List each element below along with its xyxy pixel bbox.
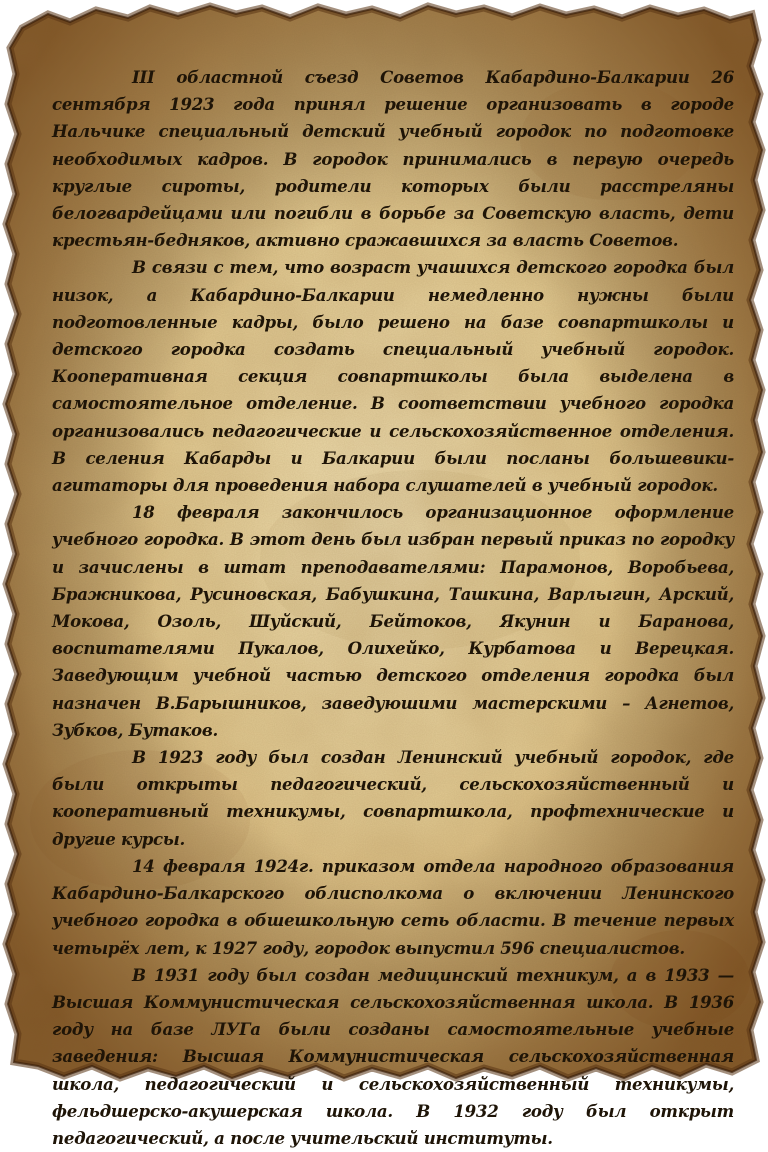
paragraph: В 1923 году был создан Ленинский учебный городок, где были открыты педагогический, сельскохозяйственный и кооперативный техникумы, совпартшкола, профтехнические и другие курсы.	[52, 747, 734, 849]
paragraph: 18 февраля закончилось организационное оформление учебного городка. В этот день был избран первый приказ по городку и зачислены в штат преподавателями: Парамонов, Воробьева, Бражникова, Русиновская, Бабушкина, Ташкина, Варлыгин, Арский, Мокова, Озоль, Шуйский, Бейтоков, Якунин и Баранова, воспитателями Пукалов, Олихейко, Курбатова и Верецкая. Заведующим учебной частью детского отделения городка был назначен В.Барышников, заведуюшими мастерскими – Агнетов, Зубков, Бутаков.	[52, 502, 734, 740]
document-text	[52, 64, 734, 1152]
paragraph: III областной съезд Советов Кабардино-Балкарии 26 сентября 1923 года принял решение организовать в городе Нальчике специальный детский учебный городок по подготовке необходимых кадров. В городок принимались в первую очередь круглые сироты, родители которых были расстреляны белогвардейцами или погибли в борьбе за Советскую власть, дети крестьян-бедняков, активно сражавшихся за власть Советов.	[52, 67, 734, 251]
paragraph: В 1931 году был создан медицинский техникум, а в 1933 — Высшая Коммунистическая сельскохозяйственная школа. В 1936 году на базе ЛУГа были созданы самостоятельные учебные заведения: Высшая Коммунистическая сельскохозяйственная школа, педагогический и сельскохозяйственный техникумы, фельдшерско-акушерская школа. В 1932 году был открыт педагогический, а после учительский институты.	[52, 964, 734, 1148]
paragraph: 14 февраля 1924г. приказом отдела народного образования Кабардино-Балкарского облисполкома о включении Ленинского учебного городка в обшешкольную сеть области. В течение первых четырёх лет, к 1927 году, городок выпустил 596 специалистов.	[52, 855, 734, 958]
paragraph: В связи с тем, что возраст учашихся детского городка был низок, а Кабардино-Балкарии немедленно нужны были подготовленные кадры, было решено на базе совпартшколы и детского городка создать специальный учебный городок. Кооперативная секция совпартшколы была выделена в самостоятельное отделение. В соответствии учебного городка организовались педагогические и сельскохозяйственное отделения. В селения Кабарды и Балкарии были посланы большевики-агитаторы для проведения набора слушателей в учебный городок.	[52, 257, 734, 496]
